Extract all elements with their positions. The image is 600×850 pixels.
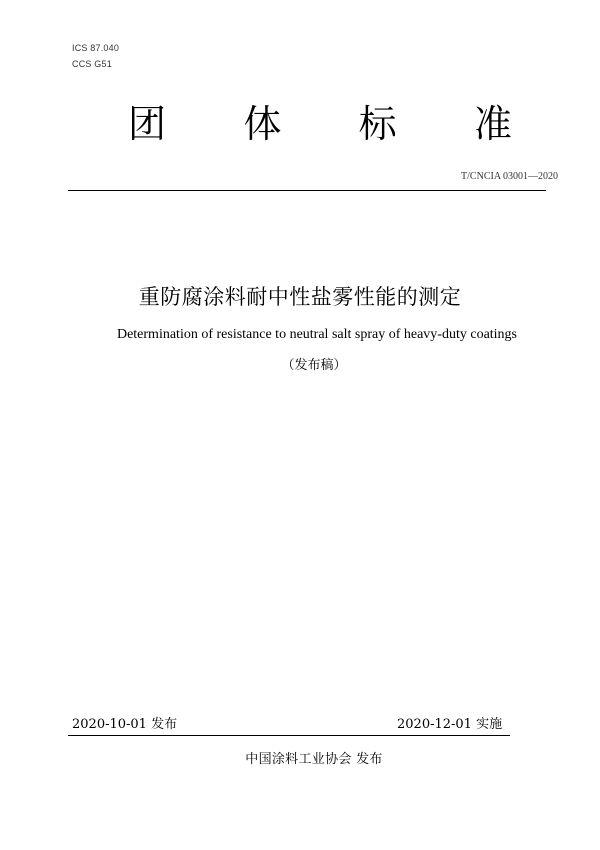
document-type-char: 标 — [358, 102, 397, 146]
ics-code: ICS 87.040 — [72, 43, 120, 53]
title-english: Determination of resistance to neutral salt spray of heavy-duty coatings — [116, 327, 518, 342]
ccs-code: CCS G51 — [72, 59, 112, 69]
publisher: 中国涂料工业协会 发布 — [245, 752, 383, 767]
footer-divider — [68, 735, 510, 736]
standard-number: T/CNCIA 03001—2020 — [461, 171, 558, 182]
implementation-date: 2020-12-01 实施 — [397, 717, 503, 732]
publish-date: 2020-10-01 发布 — [72, 717, 178, 732]
title-chinese: 重防腐涂料耐中性盐雾性能的测定 — [138, 285, 462, 309]
document-type-char: 团 — [128, 102, 167, 146]
header-divider — [68, 190, 546, 191]
document-type-title — [128, 100, 512, 148]
document-type-char: 体 — [243, 102, 282, 146]
draft-status: （发布稿） — [281, 358, 347, 373]
document-type-char: 准 — [473, 102, 512, 146]
